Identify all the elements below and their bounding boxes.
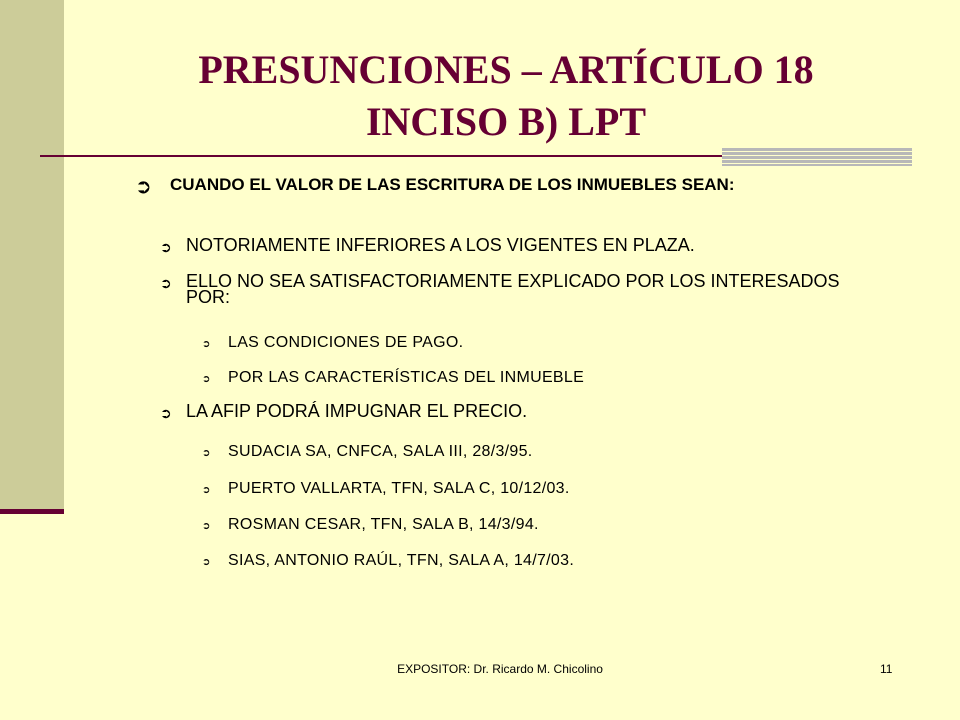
arrow-bullet-icon: ➲ (202, 485, 211, 496)
arrow-bullet-icon: ➲ (202, 339, 211, 350)
arrow-bullet-icon: ➲ (160, 240, 172, 256)
bullet-text: NOTORIAMENTE INFERIORES A LOS VIGENTES EN PLAZA. (186, 235, 695, 255)
bullet-text: PUERTO VALLARTA, TFN, SALA C, 10/12/03. (228, 480, 570, 497)
arrow-bullet-icon: ➲ (202, 521, 211, 532)
side-bar (0, 0, 64, 512)
page-number: 11 (880, 662, 893, 676)
arrow-bullet-icon: ➲ (135, 174, 152, 198)
bullet-text: SIAS, ANTONIO RAÚL, TFN, SALA A, 14/7/03. (228, 552, 575, 569)
slide-title (66, 44, 946, 148)
bullet-text: SUDACIA SA, CNFCA, SALA III, 28/3/95. (228, 443, 533, 460)
bullet-text: LA AFIP PODRÁ IMPUGNAR EL PRECIO. (186, 401, 528, 421)
arrow-bullet-icon: ➲ (202, 448, 211, 459)
side-bar-base (0, 509, 64, 514)
bullet-text: ROSMAN CESAR, TFN, SALA B, 14/3/94. (228, 516, 539, 533)
title-line-1: PRESUNCIONES – ARTÍCULO 18 (198, 47, 814, 92)
bullet-text: LAS CONDICIONES DE PAGO. (228, 334, 464, 351)
arrow-bullet-icon: ➲ (202, 557, 211, 568)
bullet-text: CUANDO EL VALOR DE LAS ESCRITURA DE LOS INMUEBLES SEAN: (170, 175, 735, 194)
arrow-bullet-icon: ➲ (202, 374, 211, 385)
bullet-text: POR LAS CARACTERÍSTICAS DEL INMUEBLE (228, 369, 585, 386)
footer-presenter: EXPOSITOR: Dr. Ricardo M. Chicolino (397, 662, 603, 676)
arrow-bullet-icon: ➲ (160, 406, 172, 422)
arrow-bullet-icon: ➲ (160, 276, 172, 292)
bullet-text: ELLO NO SEA SATISFACTORIAMENTE EXPLICADO POR LOS INTERESADOS POR: (186, 271, 840, 307)
title-divider-accent (722, 148, 912, 166)
title-line-2: INCISO B) LPT (365, 99, 647, 144)
